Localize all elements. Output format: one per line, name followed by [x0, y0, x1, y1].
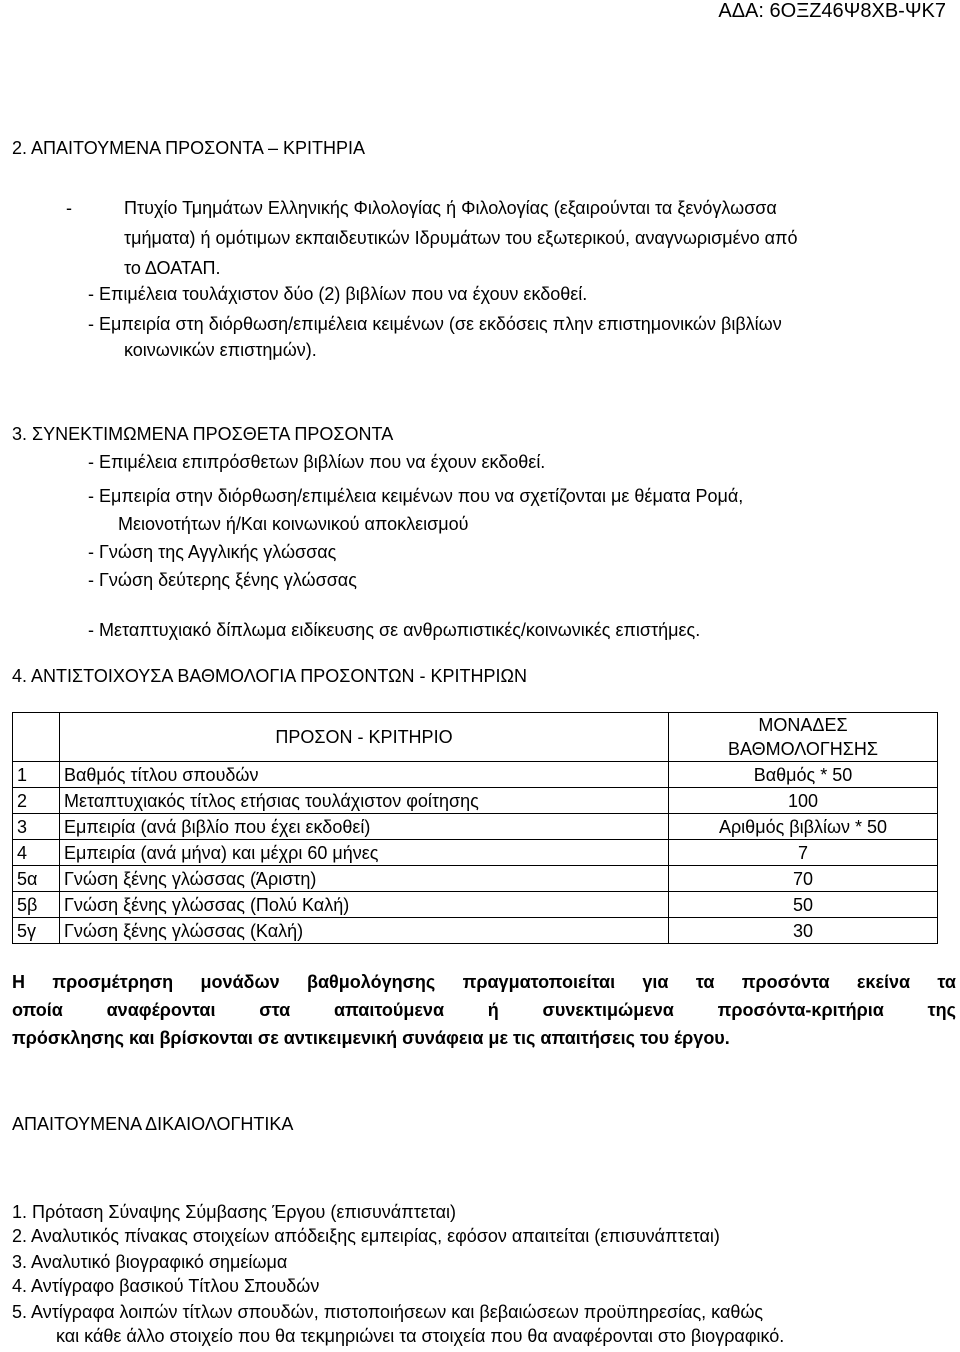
section-2-item-3-line-2: κοινωνικών επιστημών). [124, 340, 317, 360]
section-2-item-1-line-1: Πτυχίο Τμημάτων Ελληνικής Φιλολογίας ή Φιλολογίας (εξαιρούνται τα ξενόγλωσσα [124, 198, 777, 218]
header-points [669, 713, 938, 762]
row-criterion: Γνώση ξένης γλώσσας (Άριστη) [60, 866, 669, 892]
row-number: 5α [13, 866, 60, 892]
row-points: 30 [669, 918, 938, 944]
section-3-item-2-line-1: - Εμπειρία στην διόρθωση/επιμέλεια κειμένων που να σχετίζονται με θέματα Ρομά, [88, 486, 744, 506]
table-row [13, 788, 938, 814]
ada-code: ΑΔΑ: 6ΟΞΖ46Ψ8ΧΒ-ΨΚ7 [718, 0, 946, 22]
header-number-cell [13, 713, 60, 762]
header-points-line-2: ΒΑΘΜΟΛΟΓΗΣΗΣ [727, 739, 879, 759]
header-points-line-1: ΜΟΝΑΔΕΣ [758, 715, 848, 735]
row-points: 7 [669, 840, 938, 866]
row-criterion: Γνώση ξένης γλώσσας (Καλή) [60, 918, 669, 944]
section-2-item-1-line-2: τμήματα) ή ομότιμων εκπαιδευτικών Ιδρυμάτων του εξωτερικού, αναγνωρισμένο από [124, 228, 798, 248]
documents-item: 3. Αναλυτικό βιογραφικό σημείωμα [12, 1252, 288, 1272]
row-number: 5γ [13, 918, 60, 944]
row-points: 100 [669, 788, 938, 814]
documents-item: 2. Αναλυτικός πίνακας στοιχείων απόδειξης εμπειρίας, εφόσον απαιτείται (επισυνάπτεται) [12, 1226, 720, 1246]
section-3-item-5: - Μεταπτυχιακό δίπλωμα ειδίκευσης σε ανθρωπιστικές/κοινωνικές επιστήμες. [88, 620, 701, 640]
row-criterion: Βαθμός τίτλου σπουδών [60, 762, 669, 788]
row-criterion: Εμπειρία (ανά μήνα) και μέχρι 60 μήνες [60, 840, 669, 866]
table-row [13, 892, 938, 918]
section-4-title: 4. ΑΝΤΙΣΤΟΙΧΟΥΣΑ ΒΑΘΜΟΛΟΓΙΑ ΠΡΟΣΟΝΤΩΝ - ΚΡΙΤΗΡΙΩΝ [12, 666, 527, 686]
row-points: Αριθμός βιβλίων * 50 [669, 814, 938, 840]
row-number: 1 [13, 762, 60, 788]
documents-item-5-line-1: 5. Αντίγραφα λοιπών τίτλων σπουδών, πιστοποιήσεων και βεβαιώσεων προϋπηρεσίας, καθώς [12, 1302, 764, 1322]
section-3-item-3: - Γνώση της Αγγλικής γλώσσας [88, 542, 337, 562]
header-criterion: ΠΡΟΣΟΝ - ΚΡΙΤΗΡΙΟ [60, 713, 669, 762]
row-number: 3 [13, 814, 60, 840]
table-header-row [13, 713, 938, 762]
row-number: 4 [13, 840, 60, 866]
section-3-item-2-line-2: Μειονοτήτων ή/Και κοινωνικού αποκλεισμού [118, 514, 469, 534]
scoring-note-line-1: Η προσμέτρηση μονάδων βαθμολόγησης πραγματοποιείται για τα προσόντα εκείνα τα [12, 972, 956, 992]
table-row [13, 840, 938, 866]
documents-title: ΑΠΑΙΤΟΥΜΕΝΑ ΔΙΚΑΙΟΛΟΓΗΤΙΚΑ [12, 1114, 294, 1134]
row-number: 5β [13, 892, 60, 918]
row-criterion: Μεταπτυχιακός τίτλος ετήσιας τουλάχιστον φοίτησης [60, 788, 669, 814]
row-criterion: Εμπειρία (ανά βιβλίο που έχει εκδοθεί) [60, 814, 669, 840]
section-2-item-3-line-1: - Εμπειρία στη διόρθωση/επιμέλεια κειμένων (σε εκδόσεις πλην επιστημονικών βιβλίων [88, 314, 782, 334]
table-row [13, 762, 938, 788]
documents-item-5-line-2: και κάθε άλλο στοιχείο που θα τεκμηριώνει τα στοιχεία που θα αναφέρονται στο βιογραφικό. [56, 1326, 785, 1346]
section-3-item-4: - Γνώση δεύτερης ξένης γλώσσας [88, 570, 357, 590]
scoring-note-line-2: οποία αναφέρονται στα απαιτούμενα ή συνεκτιμώμενα προσόντα-κριτήρια της [12, 1000, 956, 1020]
section-2-item-2: - Επιμέλεια τουλάχιστον δύο (2) βιβλίων που να έχουν εκδοθεί. [88, 284, 588, 304]
row-points: Βαθμός * 50 [669, 762, 938, 788]
row-criterion: Γνώση ξένης γλώσσας (Πολύ Καλή) [60, 892, 669, 918]
table-row [13, 918, 938, 944]
row-number: 2 [13, 788, 60, 814]
table-row [13, 814, 938, 840]
section-2-item-1-dash: - [66, 198, 72, 218]
row-points: 70 [669, 866, 938, 892]
documents-item: 1. Πρόταση Σύναψης Σύμβασης Έργου (επισυνάπτεται) [12, 1202, 456, 1222]
documents-item: 4. Αντίγραφο βασικού Τίτλου Σπουδών [12, 1276, 320, 1296]
scoring-table [12, 712, 938, 944]
section-3-item-1: - Επιμέλεια επιπρόσθετων βιβλίων που να έχουν εκδοθεί. [88, 452, 546, 472]
section-2-title: 2. ΑΠΑΙΤΟΥΜΕΝΑ ΠΡΟΣΟΝΤΑ – ΚΡΙΤΗΡΙΑ [12, 138, 365, 158]
table-row [13, 866, 938, 892]
section-3-title: 3. ΣΥΝΕΚΤΙΜΩΜΕΝΑ ΠΡΟΣΘΕΤΑ ΠΡΟΣΟΝΤΑ [12, 424, 394, 444]
scoring-note-line-3: πρόσκλησης και βρίσκονται σε αντικειμενική συνάφεια με τις απαιτήσεις του έργου. [12, 1028, 730, 1048]
section-2-item-1-line-3: το ΔΟΑΤΑΠ. [124, 258, 221, 278]
row-points: 50 [669, 892, 938, 918]
